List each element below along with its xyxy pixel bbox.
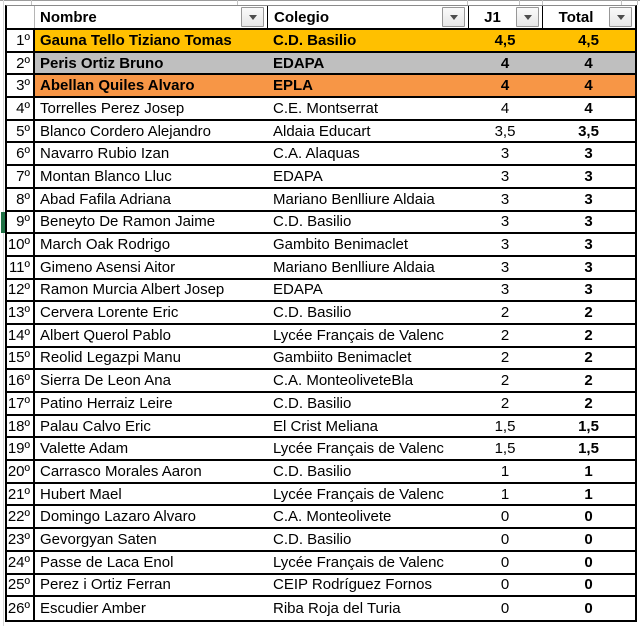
school-cell[interactable]: EDAPA (273, 281, 323, 299)
j1-cell[interactable]: 2 (500, 349, 510, 367)
j1-cell[interactable]: 4,5 (468, 30, 542, 51)
school-cell[interactable]: Lycée Français de Valenc (273, 440, 444, 458)
table-row (7, 75, 635, 98)
name-cell[interactable]: Perez i Ortiz Ferran (40, 576, 171, 594)
total-cell[interactable]: 1 (584, 485, 593, 503)
j1-cell[interactable]: 0 (500, 576, 510, 594)
total-cell[interactable]: 4 (584, 99, 593, 117)
total-cell[interactable]: 3 (584, 190, 593, 208)
table-row (7, 325, 635, 348)
total-cell[interactable]: 3,5 (578, 122, 599, 140)
table-row (7, 438, 635, 461)
table-row (7, 393, 635, 416)
table-row (7, 166, 635, 189)
name-cell[interactable]: Escudier Amber (40, 600, 146, 618)
j1-cell[interactable]: 0 (500, 553, 510, 571)
rank-header-cell[interactable] (7, 6, 35, 28)
table-row (7, 575, 635, 598)
total-cell[interactable]: 1,5 (578, 440, 599, 458)
name-cell[interactable]: Torrelles Perez Josep (40, 99, 185, 117)
j1-cell[interactable]: 3 (500, 258, 510, 276)
total-cell[interactable]: 3 (584, 167, 593, 185)
school-cell[interactable]: Gambito Benimaclet (273, 236, 409, 254)
table-row (7, 234, 635, 257)
name-cell[interactable]: Gevorgyan Saten (40, 530, 157, 548)
school-cell[interactable]: EDAPA (267, 53, 468, 74)
name-cell[interactable]: Carrasco Morales Aaron (40, 462, 202, 480)
name-cell[interactable]: Gauna Tello Tiziano Tomas (35, 30, 267, 51)
table-row (7, 506, 635, 529)
column-header-j1: J1 (484, 8, 501, 26)
j1-cell[interactable]: 2 (500, 304, 510, 322)
school-cell[interactable]: C.D. Basilio (273, 462, 352, 480)
j1-cell[interactable]: 2 (500, 326, 510, 344)
table-row (7, 143, 635, 166)
school-cell[interactable]: C.A. Monteolivete (273, 508, 392, 526)
header-row (7, 6, 635, 30)
gridline-tick (637, 0, 638, 5)
j1-cell[interactable]: 2 (500, 394, 510, 412)
school-cell[interactable]: C.D. Basilio (273, 530, 352, 548)
j1-cell[interactable]: 0 (500, 508, 510, 526)
total-cell[interactable]: 3 (584, 281, 593, 299)
school-cell[interactable]: C.D. Basilio (273, 394, 352, 412)
name-cell[interactable]: Gimeno Asensi Aitor (40, 258, 176, 276)
school-cell[interactable]: Aldaia Educart (273, 122, 371, 140)
name-header-cell[interactable] (35, 6, 267, 28)
j1-header-cell[interactable] (468, 6, 542, 28)
j1-cell[interactable]: 0 (500, 600, 510, 618)
table-row (7, 484, 635, 507)
total-cell[interactable]: 0 (584, 576, 593, 594)
table-row (7, 189, 635, 212)
school-cell[interactable]: Lycée Français de Valenc (273, 553, 444, 571)
school-cell[interactable]: Riba Roja del Turia (273, 600, 401, 618)
column-header-total: Total (558, 8, 594, 26)
table-row (7, 212, 635, 235)
table-row (7, 280, 635, 303)
school-cell[interactable]: El Crist Meliana (273, 417, 379, 435)
j1-cell[interactable]: 3 (500, 190, 510, 208)
rank-cell[interactable]: 15º (7, 348, 35, 369)
j1-cell[interactable]: 1,5 (494, 440, 516, 458)
filter-button-j1[interactable] (516, 7, 539, 27)
rank-cell[interactable]: 7º (7, 166, 35, 187)
rank-cell[interactable]: 19º (7, 438, 35, 459)
rank-cell[interactable]: 10º (7, 234, 35, 255)
filter-button-nombre[interactable] (241, 7, 264, 27)
school-header-cell[interactable] (267, 6, 468, 28)
j1-cell[interactable]: 3 (500, 213, 510, 231)
j1-cell[interactable]: 1 (500, 485, 510, 503)
rank-cell[interactable]: 25º (7, 575, 35, 596)
name-cell[interactable]: Abellan Quiles Alvaro (35, 75, 267, 96)
school-cell[interactable]: Mariano Benlliure Aldaia (273, 190, 435, 208)
total-cell[interactable]: 3 (584, 258, 593, 276)
j1-cell[interactable]: 2 (500, 372, 510, 390)
table-row (7, 30, 635, 53)
j1-cell[interactable]: 3 (500, 281, 510, 299)
total-cell[interactable]: 2 (584, 372, 593, 390)
rank-cell[interactable]: 9º (7, 212, 35, 233)
rank-cell[interactable]: 5º (7, 121, 35, 142)
column-header-nombre: Nombre (40, 8, 97, 26)
total-cell[interactable]: 2 (584, 304, 593, 322)
name-cell[interactable]: Navarro Rubio Izan (40, 145, 170, 163)
total-cell[interactable]: 2 (584, 349, 593, 367)
j1-cell[interactable]: 1,5 (494, 417, 516, 435)
total-cell[interactable]: 0 (584, 530, 593, 548)
name-cell[interactable]: Palau Calvo Eric (40, 417, 151, 435)
name-cell[interactable]: Ramon Murcia Albert Josep (40, 281, 225, 299)
name-cell[interactable]: March Oak Rodrigo (40, 236, 171, 254)
j1-cell[interactable]: 3 (500, 167, 510, 185)
rank-cell[interactable]: 26º (7, 597, 35, 620)
table-row (7, 98, 635, 121)
school-cell[interactable]: Lycée Français de Valenc (273, 485, 444, 503)
rank-cell[interactable]: 14º (7, 325, 35, 346)
school-cell[interactable]: C.E. Montserrat (273, 99, 379, 117)
name-cell[interactable]: Blanco Cordero Alejandro (40, 122, 211, 140)
rank-cell[interactable]: 20º (7, 461, 35, 482)
name-cell[interactable]: Hubert Mael (40, 485, 122, 503)
name-cell[interactable]: Albert Querol Pablo (40, 326, 171, 344)
rank-cell[interactable]: 2º (7, 53, 35, 74)
rank-cell[interactable]: 8º (7, 189, 35, 210)
rank-cell[interactable]: 24º (7, 552, 35, 573)
school-cell[interactable]: CEIP Rodríguez Fornos (273, 576, 432, 594)
j1-cell[interactable]: 4 (468, 75, 542, 96)
j1-cell[interactable]: 3 (500, 145, 510, 163)
total-cell[interactable]: 0 (584, 600, 593, 618)
school-cell[interactable]: Mariano Benlliure Aldaia (273, 258, 435, 276)
total-cell[interactable]: 1,5 (578, 417, 599, 435)
j1-cell[interactable]: 3,5 (494, 122, 516, 140)
name-cell[interactable]: Montan Blanco Lluc (40, 167, 172, 185)
school-cell[interactable]: C.A. MonteoliveteBla (273, 372, 414, 390)
gridline-top (0, 0, 640, 1)
total-cell[interactable]: 2 (584, 326, 593, 344)
name-cell[interactable]: Patino Herraiz Leire (40, 394, 173, 412)
table-row (7, 597, 635, 620)
j1-cell[interactable]: 4 (468, 53, 542, 74)
total-cell[interactable]: 0 (584, 553, 593, 571)
name-cell[interactable]: Cervera Lorente Eric (40, 304, 179, 322)
table-row (7, 302, 635, 325)
total-header-cell[interactable] (542, 6, 635, 28)
school-cell[interactable]: C.D. Basilio (273, 304, 352, 322)
rank-cell[interactable]: 4º (7, 98, 35, 119)
school-cell[interactable]: EPLA (267, 75, 468, 96)
table-row (7, 257, 635, 280)
name-cell[interactable]: Peris Ortiz Bruno (35, 53, 267, 74)
rank-cell[interactable]: 21º (7, 484, 35, 505)
rank-cell[interactable]: 11º (7, 257, 35, 278)
column-header-colegio: Colegio (274, 8, 329, 26)
total-cell[interactable]: 4 (542, 75, 635, 96)
rank-cell[interactable]: 16º (7, 370, 35, 391)
school-cell[interactable]: Lycée Français de Valenc (273, 326, 444, 344)
name-cell[interactable]: Domingo Lazaro Alvaro (40, 508, 196, 526)
school-cell[interactable]: C.A. Alaquas (273, 145, 360, 163)
table-row (7, 53, 635, 76)
standings-table (5, 5, 637, 622)
chevron-down-icon (524, 15, 532, 20)
rank-cell[interactable]: 23º (7, 529, 35, 550)
total-cell[interactable]: 2 (584, 394, 593, 412)
chevron-down-icon (450, 15, 458, 20)
j1-cell[interactable]: 3 (500, 236, 510, 254)
gridline-left (3, 0, 4, 626)
school-cell[interactable]: EDAPA (273, 167, 323, 185)
table-body (7, 30, 635, 620)
total-cell[interactable]: 3 (584, 145, 593, 163)
school-cell[interactable]: C.D. Basilio (273, 213, 352, 231)
table-row (7, 529, 635, 552)
table-row (7, 552, 635, 575)
name-cell[interactable]: Valette Adam (40, 440, 129, 458)
table-row (7, 461, 635, 484)
name-cell[interactable]: Beneyto De Ramon Jaime (40, 213, 216, 231)
name-cell[interactable]: Reolid Legazpi Manu (40, 349, 181, 367)
rank-cell[interactable]: 3º (7, 75, 35, 96)
rank-cell[interactable]: 1º (7, 30, 35, 51)
table-row (7, 370, 635, 393)
j1-cell[interactable]: 0 (500, 530, 510, 548)
table-row (7, 121, 635, 144)
name-cell[interactable]: Passe de Laca Enol (40, 553, 174, 571)
name-cell[interactable]: Abad Fafila Adriana (40, 190, 171, 208)
rank-cell[interactable]: 13º (7, 302, 35, 323)
school-cell[interactable]: C.D. Basilio (267, 30, 468, 51)
table-row (7, 348, 635, 371)
school-cell[interactable]: Gambiito Benimaclet (273, 349, 412, 367)
total-cell[interactable]: 3 (584, 213, 593, 231)
rank-cell[interactable]: 6º (7, 143, 35, 164)
filter-button-colegio[interactable] (442, 7, 465, 27)
total-cell[interactable]: 4,5 (542, 30, 635, 51)
j1-cell[interactable]: 4 (500, 99, 510, 117)
rank-cell[interactable]: 12º (7, 280, 35, 301)
total-cell[interactable]: 1 (584, 462, 593, 480)
chevron-down-icon (617, 15, 625, 20)
total-cell[interactable]: 3 (584, 236, 593, 254)
name-cell[interactable]: Sierra De Leon Ana (40, 372, 171, 390)
table-row (7, 416, 635, 439)
total-cell[interactable]: 0 (584, 508, 593, 526)
total-cell[interactable]: 4 (542, 53, 635, 74)
chevron-down-icon (249, 15, 257, 20)
rank-cell[interactable]: 18º (7, 416, 35, 437)
rank-cell[interactable]: 17º (7, 393, 35, 414)
rank-cell[interactable]: 22º (7, 506, 35, 527)
j1-cell[interactable]: 1 (500, 462, 510, 480)
filter-button-total[interactable] (609, 7, 632, 27)
